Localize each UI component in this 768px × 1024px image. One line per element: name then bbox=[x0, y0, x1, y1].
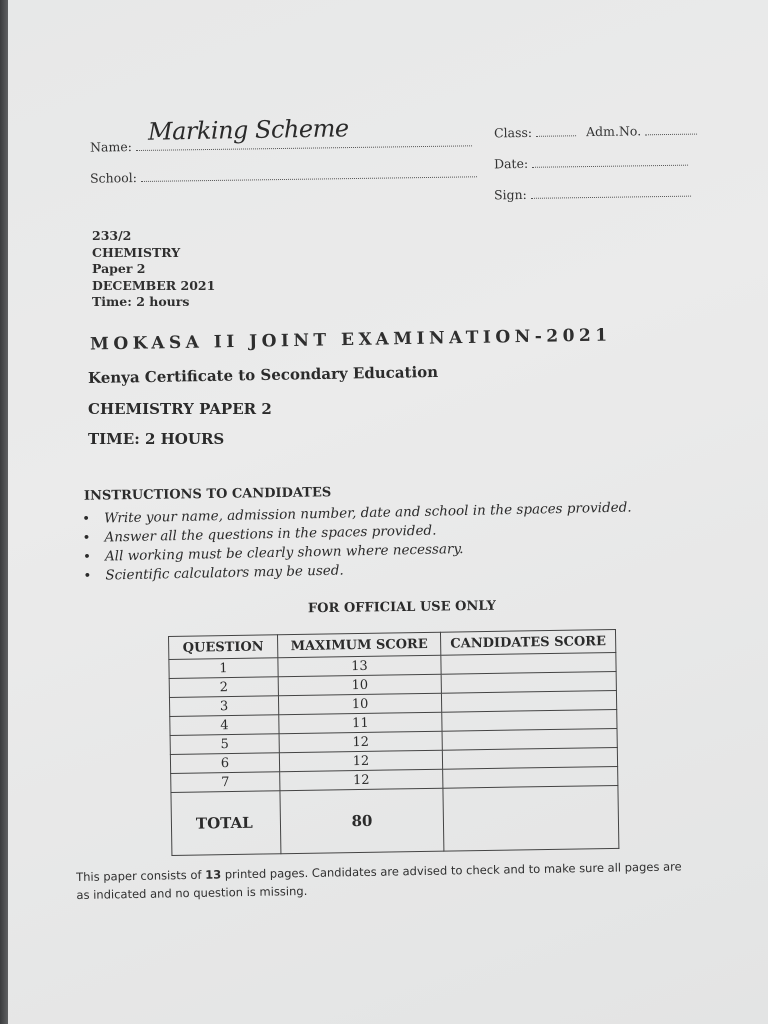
instruction-text: All working must be clearly shown where necessary. bbox=[104, 541, 464, 565]
bullet-icon: • bbox=[83, 567, 92, 584]
question-cell: 2 bbox=[169, 677, 278, 698]
date-field bbox=[494, 154, 688, 172]
question-cell: 6 bbox=[170, 753, 279, 774]
paper-code: 233/2 bbox=[92, 228, 132, 243]
adm-label: Adm.No. bbox=[585, 123, 642, 140]
max-score-cell: 10 bbox=[278, 693, 441, 715]
adm-line bbox=[645, 124, 697, 136]
question-cell: 4 bbox=[170, 715, 279, 736]
bullet-icon: • bbox=[82, 529, 91, 546]
paper-number: Paper 2 bbox=[92, 261, 146, 276]
date-line bbox=[532, 155, 688, 168]
max-score-cell: 13 bbox=[278, 655, 441, 677]
paper-subject: CHEMISTRY bbox=[92, 244, 181, 260]
exam-subtitle: Kenya Certificate to Secondary Education bbox=[87, 362, 439, 388]
school-line bbox=[141, 166, 477, 182]
sign-field bbox=[494, 185, 691, 203]
date-label: Date: bbox=[493, 155, 529, 172]
paper-time: Time: 2 hours bbox=[92, 294, 190, 309]
total-label: TOTAL bbox=[171, 791, 281, 856]
paper-title: CHEMISTRY PAPER 2 bbox=[88, 400, 272, 418]
total-max-score: 80 bbox=[280, 788, 444, 854]
instruction-text: Write your name, admission number, date and school in the spaces provided. bbox=[104, 499, 632, 527]
paper-meta bbox=[92, 228, 215, 311]
max-score-cell: 12 bbox=[279, 731, 442, 753]
question-cell: 1 bbox=[169, 658, 278, 679]
class-field bbox=[494, 123, 697, 141]
instructions-heading: INSTRUCTIONS TO CANDIDATES bbox=[83, 485, 332, 504]
instruction-text: Scientific calculators may be used. bbox=[105, 562, 344, 584]
school-label: School: bbox=[89, 170, 137, 186]
official-use-heading: FOR OFFICIAL USE ONLY bbox=[307, 598, 496, 617]
max-score-cell: 11 bbox=[279, 712, 442, 734]
bullet-icon: • bbox=[82, 548, 92, 565]
bullet-icon: • bbox=[82, 510, 91, 527]
total-candidate-score bbox=[443, 785, 619, 851]
total-row bbox=[171, 785, 619, 855]
page-count: 13 bbox=[204, 867, 222, 882]
name-handwriting: Marking Scheme bbox=[147, 114, 349, 146]
question-cell: 5 bbox=[170, 734, 279, 755]
exam-title: MOKASA II JOINT EXAMINATION-2021 bbox=[89, 325, 612, 355]
instructions-list bbox=[82, 498, 633, 585]
footer-text-start: This paper consists of bbox=[76, 867, 206, 884]
instruction-text: Answer all the questions in the spaces provided. bbox=[104, 522, 437, 546]
paper-session: DECEMBER 2021 bbox=[92, 277, 216, 293]
max-score-cell: 12 bbox=[280, 769, 443, 791]
question-cell: 3 bbox=[169, 696, 278, 717]
sign-line bbox=[531, 186, 691, 199]
column-header-question: QUESTION bbox=[169, 635, 278, 660]
column-header-max-score: MAXIMUM SCORE bbox=[277, 632, 440, 658]
class-line bbox=[536, 125, 576, 137]
name-label: Name: bbox=[89, 139, 132, 155]
max-score-cell: 12 bbox=[279, 750, 442, 772]
score-table bbox=[168, 629, 619, 856]
question-cell: 7 bbox=[171, 772, 280, 793]
time-title: TIME: 2 HOURS bbox=[88, 430, 225, 448]
footer-text-end: printed pages. Candidates are advised to check and to make sure all pages are as indicated and no question is missing. bbox=[76, 859, 682, 902]
max-score-cell: 10 bbox=[278, 674, 441, 696]
column-header-candidate-score: CANDIDATES SCORE bbox=[440, 629, 615, 655]
sign-label: Sign: bbox=[493, 186, 527, 203]
class-label: Class: bbox=[493, 124, 533, 141]
